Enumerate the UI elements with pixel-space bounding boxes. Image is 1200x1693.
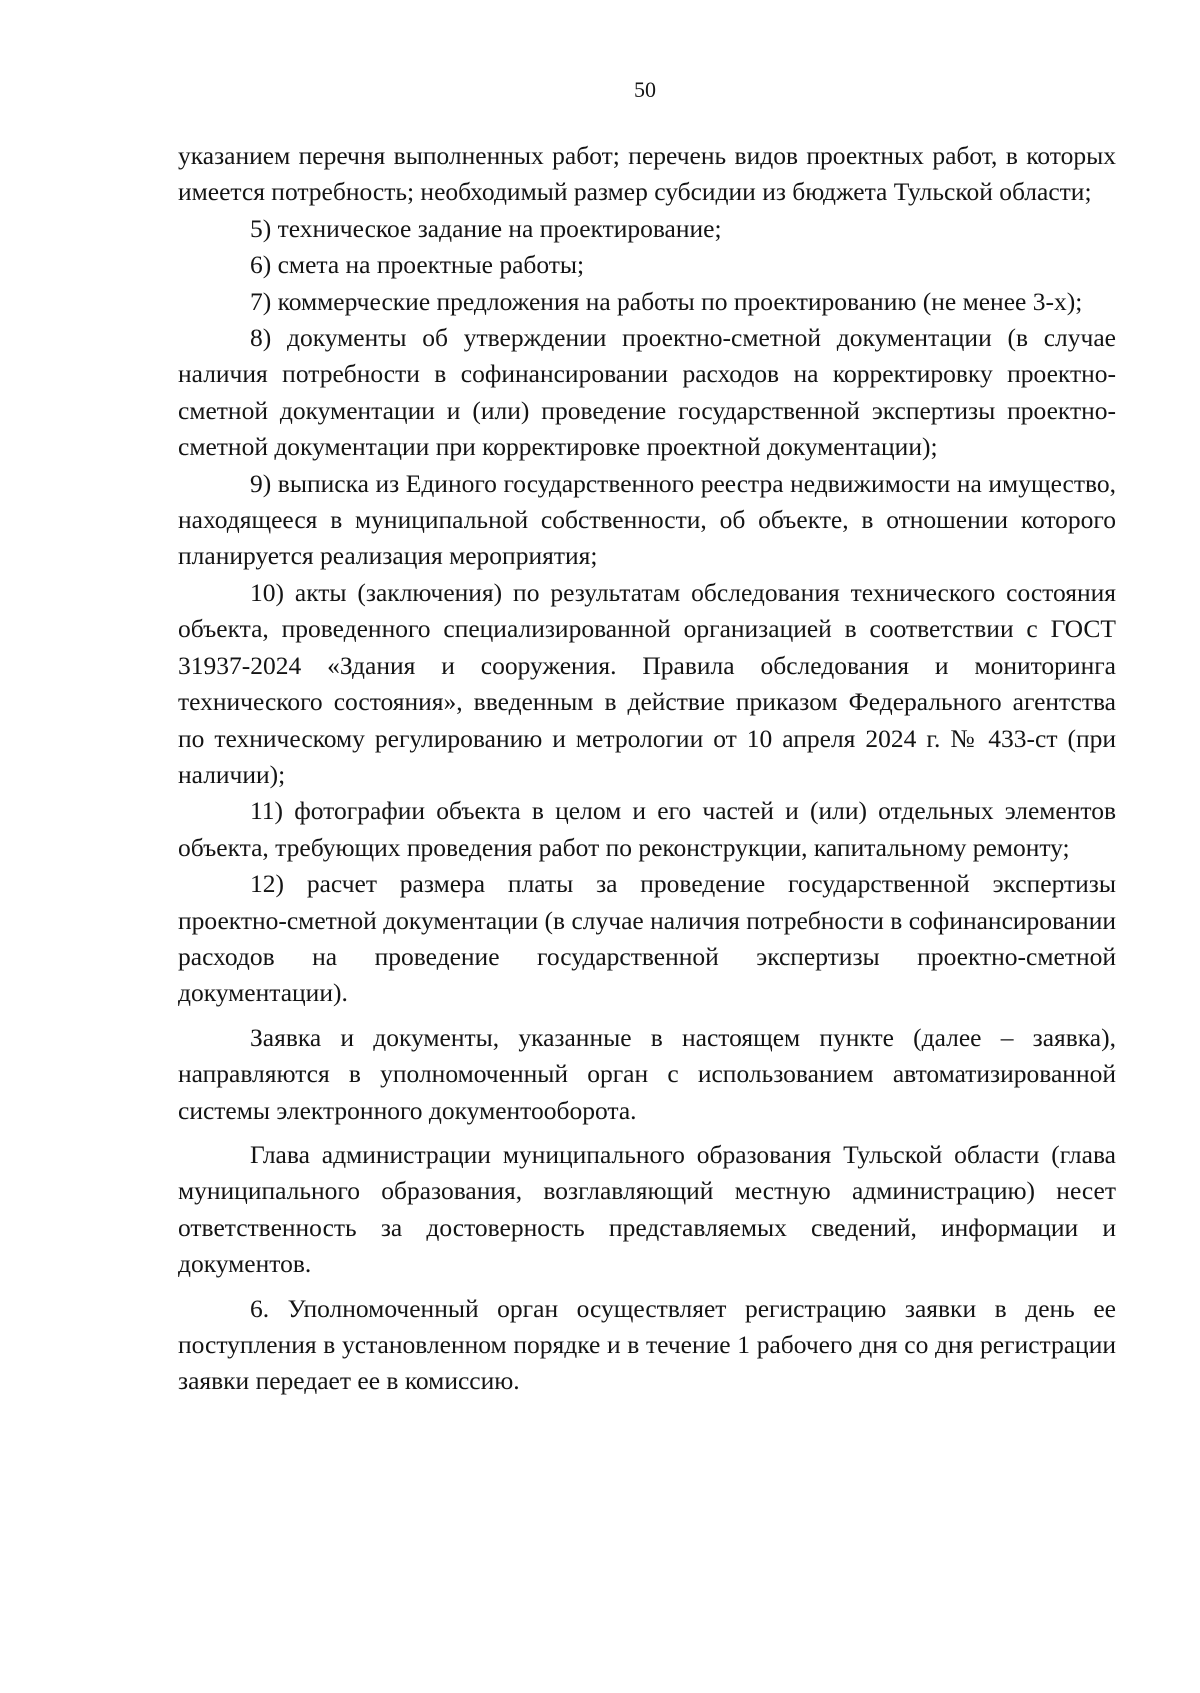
document-body — [178, 138, 1116, 1400]
clause-6-registration: 6. Уполномоченный орган осуществляет регистрацию заявки в день ее поступления в установленном порядке и в течение 1 рабочего дня со дня регистрации заявки передает ее в комиссию. — [178, 1293, 1116, 1396]
list-item-7-commercial-offers: 7) коммерческие предложения на работы по проектированию (не менее 3-х); — [250, 286, 1083, 316]
list-item-5-technical-assignment: 5) техническое задание на проектирование; — [250, 213, 722, 243]
list-item-8-approval-documents: 8) документы об утверждении проектно-сметной документации (в случае наличия потребности в софинансировании расходов на корректировку проектно-сметной документации и (или) проведение государственной экспертизы проектно-сметной документации при корректировке проектной документации); — [178, 323, 1116, 462]
paragraph-head-responsibility: Глава администрации муниципального образования Тульской области (глава муниципального образования, возглавляющий местную администрацию) несет ответственность за достоверность представляемых сведений, информации и документов. — [178, 1139, 1116, 1279]
list-item-9-registry-extract: 9) выписка из Единого государственного реестра недвижимости на имущество, находящееся в муниципальной собственности, об объекте, в отношении которого планируется реализация мероприятия; — [178, 468, 1116, 571]
list-item-12-fee-calculation: 12) расчет размера платы за проведение государственной экспертизы проектно-сметной документации (в случае наличия потребности в софинансировании расходов на проведение государственной экспертизы проектно-сметной документации). — [178, 869, 1116, 1008]
list-item-10-inspection-acts: 10) акты (заключения) по результатам обследования технического состояния объекта, проведенного специализированной организацией в соответствии с ГОСТ 31937-2024 «Здания и сооружения. Правила обследования и мониторинга технического состояния», введенным в действие приказом Федерального агентства по техническому регулированию и метрологии от 10 апреля 2024 г. № 433-ст (при наличии); — [178, 577, 1116, 789]
paragraph-continuation: указанием перечня выполненных работ; перечень видов проектных работ, в которых имеется потребность; необходимый размер субсидии из бюджета Тульской области; — [178, 141, 1116, 207]
list-item-11-photographs: 11) фотографии объекта в целом и его частей и (или) отдельных элементов объекта, требующих проведения работ по реконструкции, капитальному ремонту; — [178, 796, 1116, 862]
list-item-6-estimate: 6) смета на проектные работы; — [250, 250, 585, 280]
paragraph-application-submission: Заявка и документы, указанные в настоящем пункте (далее – заявка), направляются в уполномоченный орган с использованием автоматизированной системы электронного документооборота. — [178, 1022, 1116, 1125]
page-number: 50 — [634, 77, 656, 102]
